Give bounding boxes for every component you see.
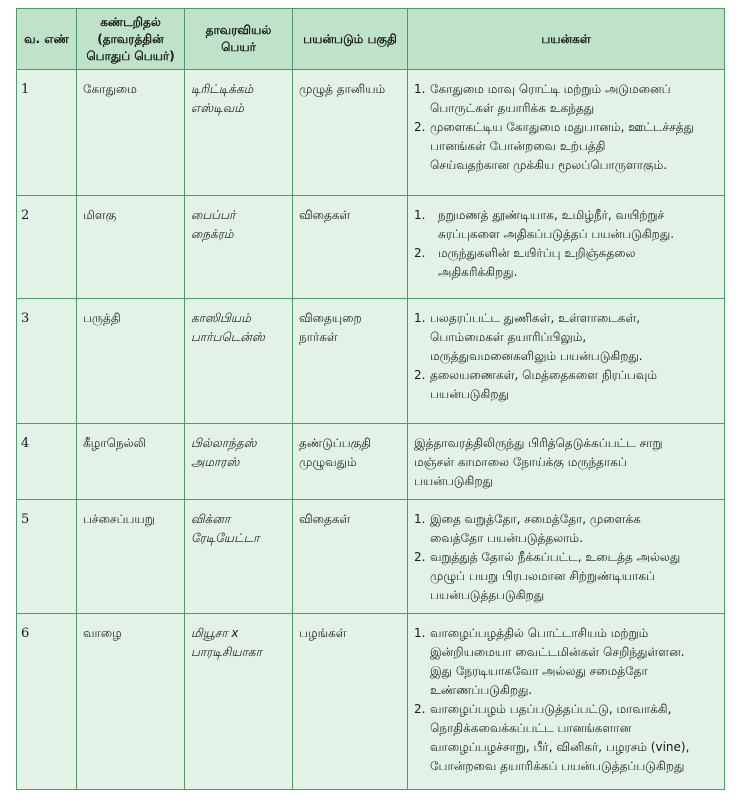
use-item-line: பொருட்கள் தயாரிக்க உகந்தது [430,101,595,115]
use-item-number: 2. [414,368,426,382]
botanical-name-line: பில்லாந்தஸ் [191,436,257,450]
use-item-line: முளைகட்டிய கோதுமை மதுபானம், ஊட்டச்சத்து [430,120,694,134]
useful-part-cell [293,614,408,790]
uses-cell [408,299,725,424]
common-name-cell: கோதுமை [77,70,185,196]
use-item-number: 1. [414,512,426,526]
useful-part-line: விதையுறை [299,311,362,325]
common-name-cell: பருத்தி [77,299,185,424]
use-item [414,309,718,366]
serial-number-cell: 3 [17,299,77,424]
serial-number-cell: 1 [17,70,77,196]
useful-part-line: நார்கள் [299,330,338,344]
useful-part-line: முழுவதும் [299,455,357,469]
table-row [17,299,725,424]
use-item [414,80,718,118]
common-name-cell: மிளகு [77,196,185,299]
use-item-line: சுரப்புகளை அதிகப்படுத்தப் பயன்படுகிறது. [438,227,675,241]
header-common-name [77,9,185,70]
use-item-number: 1. [414,208,426,222]
uses-cell [408,70,725,196]
header-common-name-line: (தாவரத்தின் [97,31,164,46]
header-useful-part: பயன்படும் பகுதி [293,9,408,70]
botanical-name-cell [185,424,293,500]
use-item [414,244,718,282]
useful-part-cell [293,196,408,299]
use-item [414,548,718,605]
botanical-name-cell [185,500,293,614]
header-botanical-name [185,9,293,70]
botanical-name-line: பார்படென்ஸ் [191,330,265,344]
uses-list [414,624,718,776]
useful-part-line: முழுத் தானியம் [299,82,386,96]
use-item-line: மருந்துகளின் உயிர்ப்பு உறிஞ்சுதலை [438,246,636,260]
use-item-line: இது நேரடியாகவோ அல்லது சமைத்தோ [430,664,648,678]
table-row [17,500,725,614]
useful-part-cell [293,500,408,614]
serial-number-cell: 6 [17,614,77,790]
use-item-line: பானங்கள் போன்றவை உற்பத்தி [430,139,606,153]
botanical-name-line: ரேடியேட்டா [191,531,260,545]
use-item-line: அதிகரிக்கிறது. [438,265,518,279]
table-row [17,70,725,196]
serial-number-cell: 4 [17,424,77,500]
use-item-line: போன்றவை தயாரிக்கப் பயன்படுத்தப்படுகிறது [430,759,685,773]
serial-number-cell: 5 [17,500,77,614]
use-item-line: இன்றியமையா வைட்டமின்கள் செறிந்துள்ளன. [430,645,685,659]
useful-part-line: பழங்கள் [299,626,347,640]
use-item-line: கோதுமை மாவு ரொட்டி மற்றும் அடுமனைப் [430,82,671,96]
botanical-name-line: பாரடிசியாகா [191,645,262,659]
table-row [17,614,725,790]
use-item [414,206,718,244]
use-item-line: பயன்படுகிறது [430,387,509,401]
use-item-number: 1. [414,82,426,96]
use-item [414,118,718,175]
uses-cell [408,500,725,614]
use-item [414,624,718,700]
uses-cell [408,196,725,299]
botanical-name-line: மியூசா x [191,626,239,640]
table-header-row [17,9,725,70]
serial-number-cell: 2 [17,196,77,299]
header-uses: பயன்கள் [408,9,725,70]
use-item-number: 2. [414,702,426,716]
use-item-line: வறுத்துத் தோல் நீக்கப்பட்ட, உடைத்த அல்லது [430,550,681,564]
use-item-line: பயன்படுத்தபடுகிறது [430,588,545,602]
uses-list [414,206,718,282]
useful-part-line: விதைகள் [299,208,351,222]
use-item-line: வாழைப்பழச்சாறு, பீர், வினிகர், பழரசம் (vine), [430,740,690,754]
useful-part-cell [293,299,408,424]
table-row [17,196,725,299]
use-item-number: 2. [414,550,426,564]
uses-list [414,309,718,404]
use-item-number: 2. [414,120,426,134]
use-item [414,510,718,548]
uses-list [414,510,718,605]
uses-cell [408,614,725,790]
useful-part-line: தண்டுப்பகுதி [299,436,372,450]
use-item-line: நறுமணத் தூண்டியாக, உமிழ்நீர், வயிற்றுச் [438,208,665,222]
use-item-number: 1. [414,311,426,325]
botanical-name-line: எஸ்டிவம் [191,101,244,115]
use-item-line: மருத்துவமனைகளிலும் பயன்படுகிறது. [430,349,643,363]
header-common-name-line: பொதுப் பெயர்) [86,48,175,63]
crop-table-wrapper [16,8,724,790]
use-item-number: 2. [414,246,426,260]
use-item-line: வாழைப்பழத்தில் பொட்டாசியம் மற்றும் [430,626,649,640]
botanical-name-line: பைப்பர் [191,208,236,222]
botanical-name-cell [185,196,293,299]
header-serial-number: வ. எண் [17,9,77,70]
botanical-name-cell [185,614,293,790]
botanical-name-line: நைக்ரம் [191,227,234,241]
use-item-line: நொதிக்கவைக்கப்பட்ட பானங்களான [430,721,632,735]
table-body [17,70,725,790]
useful-part-cell [293,70,408,196]
use-item-line: முழுப் பயறு பிரபலமான சிற்றுண்டியாகப் [430,569,655,583]
botanical-name-cell [185,299,293,424]
use-item-number: 1. [414,626,426,640]
botanical-name-cell [185,70,293,196]
use-item-line: பொம்மைகள் தயாரிப்பிலும், [430,330,587,344]
use-line: மஞ்சள் காமாலை நோய்க்கு மருந்தாகப் [414,455,627,469]
header-botanical-name-line: பெயர் [221,40,256,54]
header-botanical-name-line: தாவரவியல் [205,23,272,37]
common-name-cell: வாழை [77,614,185,790]
use-item-line: செய்வதற்கான முக்கிய மூலப்பொருளாகும். [430,158,668,172]
botanical-name-line: அமாரஸ் [191,455,240,469]
botanical-name-line: விக்னா [191,512,231,526]
use-line: பயன்படுகிறது [414,474,493,488]
common-name-cell: பச்சைப்பயறு [77,500,185,614]
use-item-line: பலதரப்பட்ட துணிகள், உள்ளாடைகள், [430,311,641,325]
botanical-name-line: காஸிபியம் [191,311,251,325]
common-name-cell: கீழாநெல்லி [77,424,185,500]
header-common-name-line: கண்டறிதல் [100,14,161,29]
use-item-line: உண்ணப்படுகிறது. [430,683,533,697]
use-item [414,700,718,776]
use-item-line: தலையணைகள், மெத்தைகளை நிரப்பவும் [430,368,657,382]
use-item [414,366,718,404]
use-item-line: வாழைப்பழம் பதப்படுத்தப்பட்டு, மாவாக்கி, [430,702,672,716]
use-line: இத்தாவரத்திலிருந்து பிரித்தெடுக்கப்பட்ட சாறு [414,436,663,450]
crop-uses-table [16,8,725,790]
uses-cell [408,424,725,500]
uses-list [414,80,718,175]
botanical-name-line: டிரிட்டிக்கம் [191,82,254,96]
useful-part-cell [293,424,408,500]
table-row [17,424,725,500]
use-item-line: வைத்தோ பயன்படுத்தலாம். [430,531,583,545]
use-item-line: இதை வறுத்தோ, சமைத்தோ, முளைக்க [430,512,641,526]
useful-part-line: விதைகள் [299,512,351,526]
